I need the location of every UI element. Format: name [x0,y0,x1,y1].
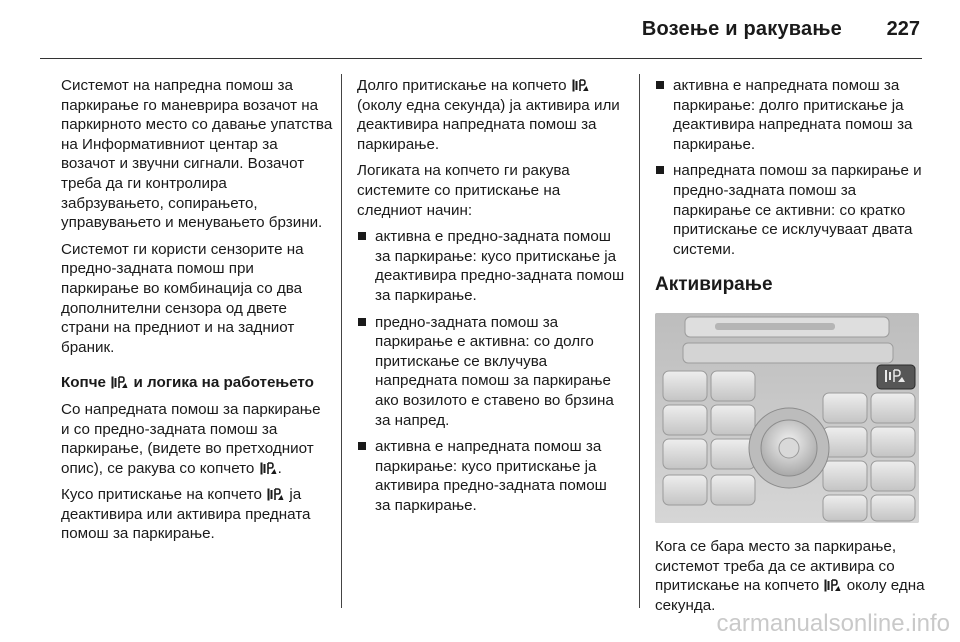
column-1 [61,76,333,551]
center-console-illustration [655,313,919,523]
list-item-text: предно-задната помош за паркирање е активна: со долго притискање се вклучува напредната помош за паркирање ако возилото е ставено во брзина за напред. [375,313,614,429]
bullet-list [357,227,625,515]
header-title: Возење и ракување [641,18,842,40]
paragraph-text: околу една секунда. [655,577,925,614]
paragraph [61,485,333,544]
paragraph: Логиката на копчето ги ракува системите со притискање на следниот начин: [357,162,570,219]
column-rule-1 [341,74,342,608]
paragraph-text: Кусо притискање на копчето [61,486,262,504]
bullet-square-icon [358,442,366,450]
paragraph: Системот ги користи сензорите на предно-задната помош при паркирање во комбинација со два дополнителни сензора од двете страни на предниот и на задниот браник. [61,240,304,356]
list-item [357,227,625,305]
section-title: Активирање [655,274,773,296]
bullet-square-icon [656,166,664,174]
parking-assist-icon [267,488,284,501]
header-rule [40,58,922,59]
parking-assist-icon [260,462,277,475]
parking-assist-icon [572,79,589,92]
list-item-text: активна е напредната помош за паркирање: кусо притискање ја активира предно-задната помош за паркирање. [375,438,607,514]
page-number: 227 [886,18,920,40]
list-item [655,76,925,154]
console-photo [655,313,919,523]
paragraph: Системот на напредна помош за паркирање го маневрира возачот на паркирното место со давање упатства на Информативниот центар за возачот и звучни сигнали. Возачот треба да ги контролира забрзувањето, сопирањето, управувањето и менувањето брзини. [61,77,333,232]
parking-assist-icon [824,579,841,592]
parking-assist-icon [111,376,128,389]
column-3 [655,76,925,622]
bullet-square-icon [358,232,366,240]
list-item [357,313,625,431]
column-rule-2 [639,74,640,608]
paragraph-text: . [277,459,282,477]
subheading-text: Копче [61,374,106,392]
paragraph-text: Со напредната помош за паркирање и со предно-задната помош за паркирање, (видете во претходниот опис), се ракува со копчето [61,400,321,477]
bullet-square-icon [656,81,664,89]
list-item [655,161,925,259]
list-item-text: активна е предно-задната помош за паркирање: кусо притискање ја деактивира предно-задната помош за паркирање. [375,228,625,304]
bullet-list [655,76,925,259]
column-2 [357,76,625,522]
paragraph-text: (околу една секунда) ја активира или деактивира напредната помош за паркирање. [357,96,620,153]
paragraph [357,76,625,154]
list-item-text: напредната помош за паркирање и предно-задната помош за паркирање се активни: со кратко притискање се исклучуваат двата системи. [673,162,922,258]
paragraph [655,537,925,615]
list-item [357,437,625,515]
bullet-square-icon [358,318,366,326]
paragraph-text: ја деактивира или активира предната помош за паркирање. [61,486,311,543]
watermark-url: carmanualsonline.info [716,610,950,637]
paragraph-text: Долго притискање на копчето [357,77,567,94]
paragraph [61,400,333,478]
subheading-text: и логика на работењето [133,374,314,392]
subheading [61,373,333,393]
list-item-text: активна е напредната помош за паркирање: долго притискање ја деактивира напредната помош за паркирање. [673,77,913,153]
paragraph-text: Кога се бара место за паркирање, системот треба да се активира со притискање на копчето [655,537,897,595]
